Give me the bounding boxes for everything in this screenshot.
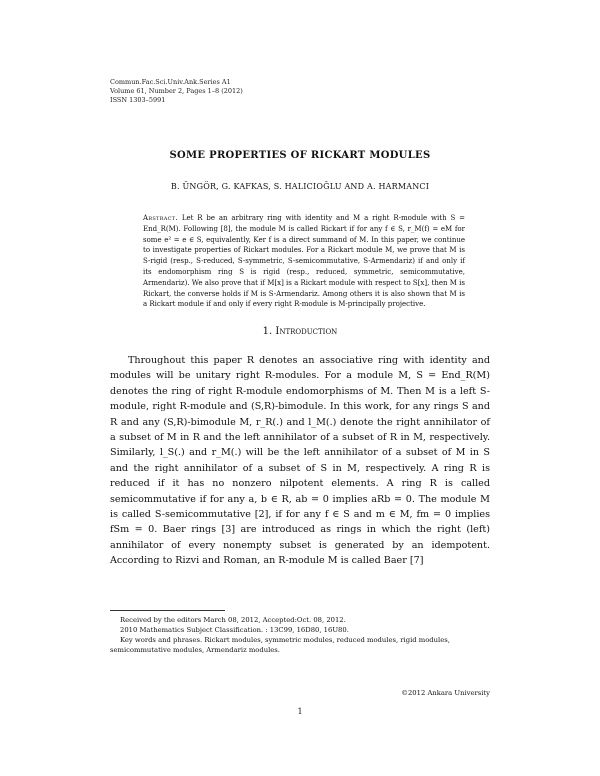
footnote-rule xyxy=(110,610,225,611)
abstract xyxy=(143,213,465,310)
copyright-notice: ©2012 Ankara University xyxy=(401,689,490,697)
journal-issn: ISSN 1303–5991 xyxy=(110,96,166,104)
page-number: 1 xyxy=(297,707,303,716)
footnote-msc: 2010 Mathematics Subject Classification. : 13C99, 16D80, 16U80. xyxy=(120,626,349,634)
footnote-received: Received by the editors March 08, 2012, Accepted:Oct. 08, 2012. xyxy=(120,616,346,624)
journal-header xyxy=(110,78,243,105)
section-heading: 1. Introduction xyxy=(262,326,338,337)
paper-authors: B. ÜNGÖR, G. KAFKAS, S. HALICIOĞLU AND A. HARMANCI xyxy=(170,182,430,191)
section-body: Throughout this paper R denotes an associative ring with identity and modules will be unitary right R-modules. For a module M, S = End_R(M) denotes the ring of right R-module endomorphisms of M. Then M is a left S-module, right R-module and (S,R)-bimodule. In this work, for any rings S and R and any (S,R)-bimodule M, r_R(.) and l_M(.) denote the right annihilator of a subset of M in R and the left annihilator of a subset of R in M, respectively. Similarly, l_S(.) and r_M(.) will be the left annihilator of a subset of M in S and the right annihilator of a subset of S in M, respectively. A ring R is reduced if it has no nonzero nilpotent elements. A ring R is called semicommutative if for any a, b ∈ R, ab = 0 implies aRb = 0. The module M is called S-semicommutative [2], if for any f ∈ S and m ∈ M, fm = 0 implies fSm = 0. Baer rings [3] are introduced as rings in which the right (left) annihilator of every nonempty subset is generated by an idempotent. According to Rizvi and Roman, an R-module M is called Baer [7] xyxy=(110,355,490,567)
journal-name: Commun.Fac.Sci.Univ.Ank.Series A1 xyxy=(110,78,231,86)
footnotes xyxy=(110,615,490,655)
journal-volume: Volume 61, Number 2, Pages 1–8 (2012) xyxy=(110,87,243,95)
paper-title: SOME PROPERTIES OF RICKART MODULES xyxy=(169,150,431,161)
footnote-keywords: Key words and phrases. Rickart modules, symmetric modules, reduced modules, rigid modules, semicommutative modules, Armendariz modules. xyxy=(110,636,450,654)
abstract-label: Abstract. xyxy=(143,214,178,222)
abstract-text: Let R be an arbitrary ring with identity and M a right R-module with S = End_R(M). Following [8], the module M is called Rickart if for any f ∈ S, r_M(f) = eM for some e² = e ∈ S, equivalently, Ker f is a direct summand of M. In this paper, we continue to investigate properties of Rickart modules. For a Rickart module M, we prove that M is S-rigid (resp., S-reduced, S-symmetric, S-semicommutative, S-Armendariz) if and only if its endomorphism ring S is rigid (resp., reduced, symmetric, semicommutative, Armendariz). We also prove that if M[x] is a Rickart module with respect to S[x], then M is Rickart, the converse holds if M is S-Armendariz. Among others it is also shown that M is a Rickart module if and only if every right R-module is M-principally projective. xyxy=(143,214,465,309)
